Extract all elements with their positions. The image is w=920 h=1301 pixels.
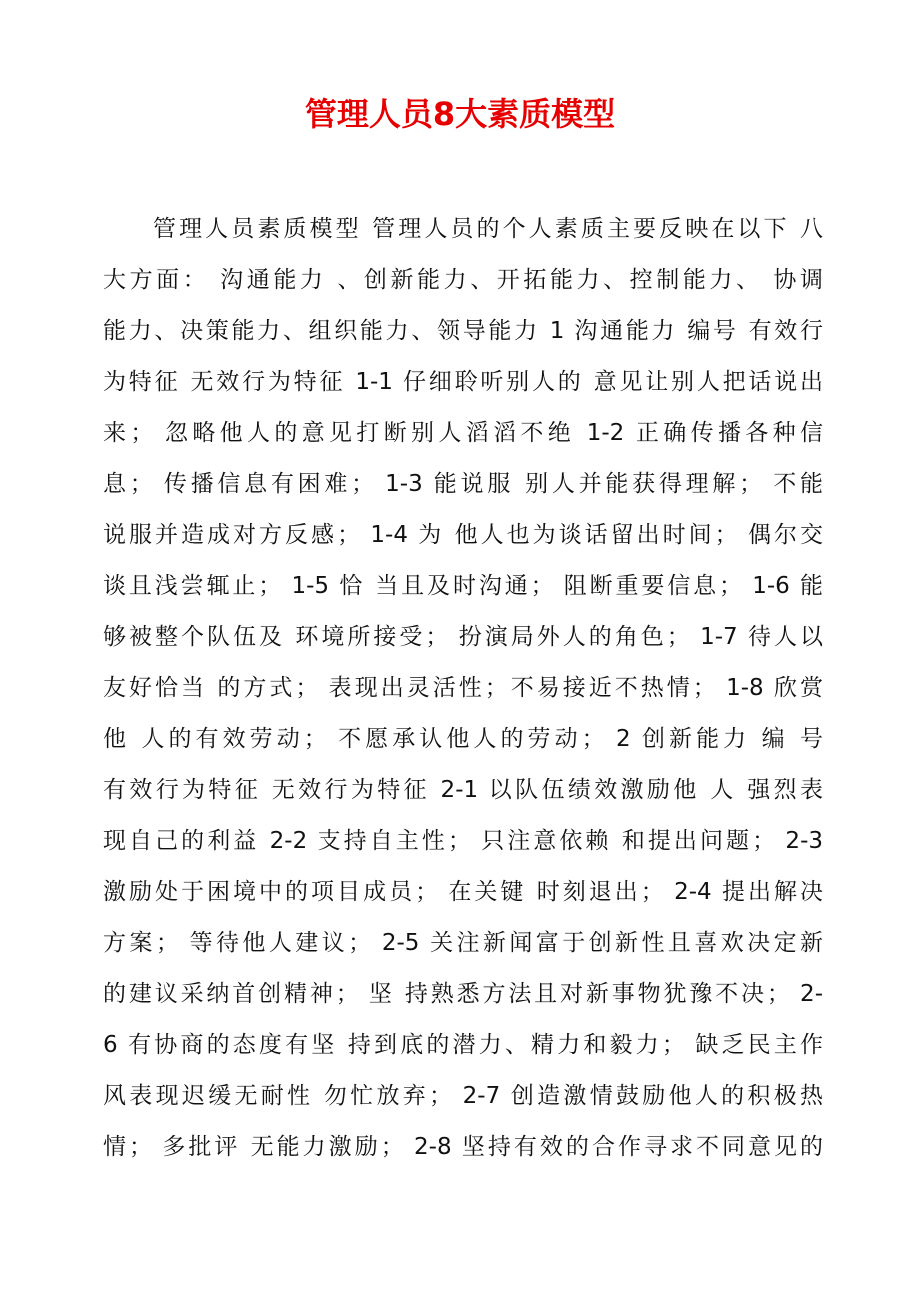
body-line: 激励处于困境中的项目成员； 在关键 时刻退出； 2-4 提出解决 <box>103 879 823 905</box>
document-title: 管理人员8大素质模型 <box>304 95 616 133</box>
body-line: 情； 多批评 无能力激励； 2-8 坚持有效的合作寻求不同意见的 <box>103 1134 823 1160</box>
body-line: 现自己的利益 2-2 支持自主性； 只注意依赖 和提出问题； 2-3 <box>103 828 823 854</box>
body-line: 有效行为特征 无效行为特征 2-1 以队伍绩效激励他 人 强烈表 <box>103 777 823 803</box>
body-line: 他 人的有效劳动； 不愿承认他人的劳动； 2 创新能力 编 号 <box>103 726 823 752</box>
body-line: 管理人员素质模型 管理人员的个人素质主要反映在以下 八 <box>153 216 823 242</box>
body-line: 大方面： 沟通能力 、创新能力、开拓能力、控制能力、 协调 <box>103 267 823 293</box>
body-line: 够被整个队伍及 环境所接受； 扮演局外人的角色； 1-7 待人以 <box>103 624 823 650</box>
body-line: 谈且浅尝辄止； 1-5 恰 当且及时沟通； 阻断重要信息； 1-6 能 <box>103 573 823 599</box>
body-line: 方案； 等待他人建议； 2-5 关注新闻富于创新性且喜欢决定新 <box>103 930 823 956</box>
body-line: 说服并造成对方反感； 1-4 为 他人也为谈话留出时间； 偶尔交 <box>103 522 823 548</box>
body-line: 6 有协商的态度有坚 持到底的潜力、精力和毅力； 缺乏民主作 <box>103 1032 823 1058</box>
body-line: 能力、决策能力、组织能力、领导能力 1 沟通能力 编号 有效行 <box>103 318 823 344</box>
body-line: 息； 传播信息有困难； 1-3 能说服 别人并能获得理解； 不能 <box>103 471 823 497</box>
body-line: 友好恰当 的方式； 表现出灵活性；不易接近不热情； 1-8 欣赏 <box>103 675 823 701</box>
body-line: 来； 忽略他人的意见打断别人滔滔不绝 1-2 正确传播各种信 <box>103 420 823 446</box>
body-line: 为特征 无效行为特征 1-1 仔细聆听别人的 意见让别人把话说出 <box>103 369 823 395</box>
body-text <box>103 204 823 1173</box>
body-line: 的建议采纳首创精神； 坚 持熟悉方法且对新事物犹豫不决； 2- <box>103 981 823 1007</box>
body-line: 风表现迟缓无耐性 勿忙放弃； 2-7 创造激情鼓励他人的积极热 <box>103 1083 823 1109</box>
